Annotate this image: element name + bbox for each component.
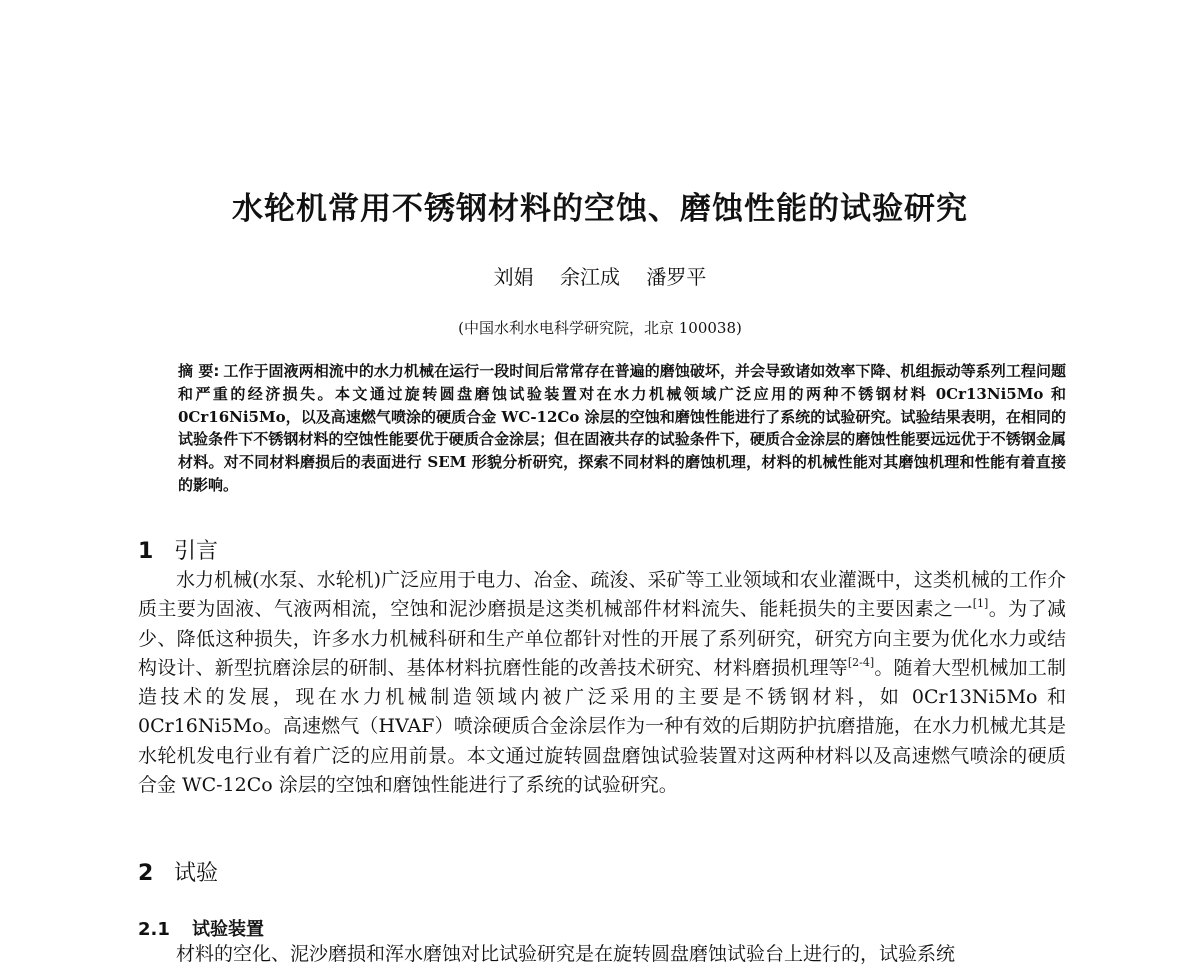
author-list: [0, 261, 1200, 290]
section-number: 1: [138, 539, 154, 564]
subsection-heading: [138, 915, 264, 941]
paragraph-text: 。为了减少、降低这种损失，许多水力机械科研和生产单位都针对性的开展了系列研究，研究方向主要为优化水力或结构设计、新型抗磨涂层的研制、基体材料抗磨性能的改善技术研究、材料磨损机理等: [138, 598, 1066, 679]
paragraph-text: 水力机械(水泵、水轮机)广泛应用于电力、冶金、疏浚、采矿等工业领域和农业灌溉中，这类机械的工作介质主要为固液、气液两相流，空蚀和泥沙磨损是这类机械部件材料流失、能耗损失的主要因素之一: [138, 569, 1066, 621]
citation: [2-4]: [847, 655, 875, 669]
subsection-title: 试验装置: [192, 919, 264, 940]
subsection-number: 2.1: [138, 919, 170, 940]
abstract-text: 工作于固液两相流中的水力机械在运行一段时间后常常存在普遍的磨蚀破坏，并会导致诸如效率下降、机组振动等系列工程问题和严重的经济损失。本文通过旋转圆盘磨蚀试验装置对在水力机械领域广泛应用的两种不锈钢材料 0Cr13Ni5Mo 和 0Cr16Ni5Mo，以及高速燃气喷涂的硬质合金 WC-12Co 涂层的空蚀和磨蚀性能进行了系统的试验研究。试验结果表明，在相同的试验条件下不锈钢材料的空蚀性能要优于硬质合金涂层；但在固液共存的试验条件下，硬质合金涂层的磨蚀性能要远远优于不锈钢金属材料。对不同材料磨损后的表面进行 SEM 形貌分析研究，探索不同材料的磨蚀机理，材料的机械性能对其磨蚀机理和性能有着直接的影响。: [178, 362, 1066, 494]
abstract: [178, 360, 1066, 497]
paragraph-text: 。随着大型机械加工制造技术的发展，现在水力机械制造领域内被广泛采用的主要是不锈钢材料，如 0Cr13Ni5Mo 和 0Cr16Ni5Mo。高速燃气（HVAF）喷涂硬质合金涂层作为一种有效的后期防护抗磨措施，在水力机械尤其是水轮机发电行业有着广泛的应用前景。本文通过旋转圆盘磨蚀试验装置对这两种材料以及高速燃气喷涂的硬质合金 WC-12Co 涂层的空蚀和磨蚀性能进行了系统的试验研究。: [138, 656, 1066, 797]
paper-title: 水轮机常用不锈钢材料的空蚀、磨蚀性能的试验研究: [232, 191, 968, 227]
author-name: 刘娟: [493, 265, 534, 289]
section-heading: [138, 534, 218, 565]
intro-paragraph: [138, 566, 1066, 800]
subsection-paragraph: 材料的空化、泥沙磨损和浑水磨蚀对比试验研究是在旋转圆盘磨蚀试验台上进行的，试验系统: [176, 943, 956, 965]
section-title: 引言: [174, 539, 219, 564]
section-heading: [138, 856, 218, 887]
citation: [1]: [972, 597, 989, 611]
affiliation: (中国水利水电科学研究院，北京 100038): [458, 319, 742, 337]
section-title: 试验: [174, 861, 219, 886]
section-number: 2: [138, 861, 154, 886]
author-name: 潘罗平: [646, 265, 707, 289]
author-name: 余江成: [560, 265, 620, 289]
abstract-label: 摘 要:: [178, 362, 220, 380]
